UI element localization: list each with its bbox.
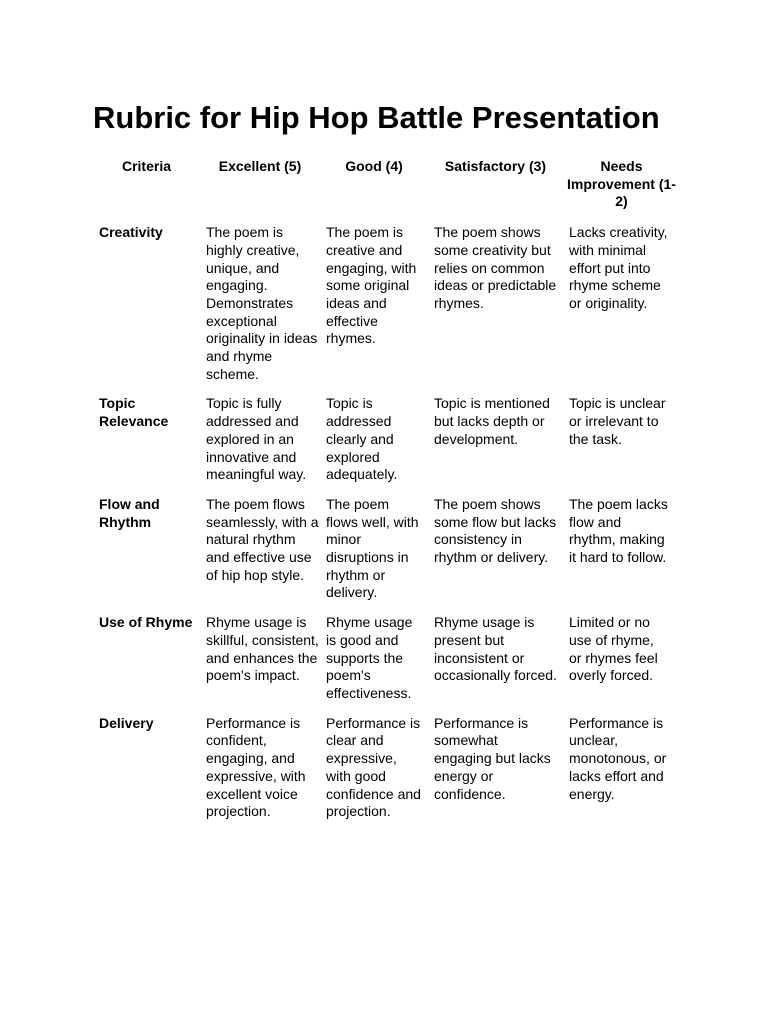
table-row [93,496,676,614]
needs-improvement-cell: Lacks creativity, with minimal effort put into rhyme scheme or originality. [569,224,668,311]
satisfactory-cell: Rhyme usage is present but inconsistent or occasionally forced. [434,614,557,684]
criteria-cell: Topic Relevance [99,395,169,430]
criteria-cell: Use of Rhyme [99,614,193,631]
good-cell: The poem flows well, with minor disruptions in rhythm or delivery. [326,495,419,601]
rubric-table [93,158,676,833]
criteria-cell: Creativity [99,224,163,241]
needs-improvement-cell: Topic is unclear or irrelevant to the task. [569,395,666,447]
satisfactory-cell: The poem shows some flow but lacks consistency in rhythm or delivery. [434,495,557,566]
criteria-cell: Delivery [99,714,154,731]
header-needs-improvement: Needs Improvement (1-2) [567,158,676,210]
excellent-cell: Rhyme usage is skillful, consistent, and enhances the poem's impact. [206,614,319,684]
satisfactory-cell: Topic is mentioned but lacks depth or development. [434,395,550,447]
criteria-cell: Flow and Rhythm [99,495,160,530]
good-cell: Topic is addressed clearly and explored adequately. [326,395,398,483]
excellent-cell: The poem is highly creative, unique, and engaging. Demonstrates exceptional originality in ideas and rhyme scheme. [206,224,318,382]
table-row [93,395,676,496]
excellent-cell: The poem flows seamlessly, with a natural rhythm and effective use of hip hop style. [206,495,319,583]
table-row [93,715,676,833]
needs-improvement-cell: Performance is unclear, monotonous, or lacks effort and energy. [569,714,667,802]
header-satisfactory: Satisfactory (3) [444,158,547,174]
excellent-cell: Performance is confident, engaging, and expressive, with excellent voice projection. [206,714,306,820]
good-cell: Performance is clear and expressive, with good confidence and projection. [326,714,421,820]
table-row [93,224,676,395]
header-good: Good (4) [345,158,403,174]
satisfactory-cell: Performance is somewhat engaging but lacks energy or confidence. [434,714,551,802]
table-header-row [93,158,676,224]
good-cell: Rhyme usage is good and supports the poem's effectiveness. [326,614,413,701]
needs-improvement-cell: The poem lacks flow and rhythm, making it hard to follow. [569,495,668,566]
header-criteria: Criteria [121,158,172,174]
header-excellent: Excellent (5) [218,158,302,174]
needs-improvement-cell: Limited or no use of rhyme, or rhymes feel overly forced. [569,614,658,684]
document-title: Rubric for Hip Hop Battle Presentation [93,100,660,135]
excellent-cell: Topic is fully addressed and explored in an innovative and meaningful way. [206,395,307,483]
table-row [93,614,676,715]
good-cell: The poem is creative and engaging, with some original ideas and effective rhymes. [326,224,417,347]
satisfactory-cell: The poem shows some creativity but relies on common ideas or predictable rhymes. [434,224,557,311]
